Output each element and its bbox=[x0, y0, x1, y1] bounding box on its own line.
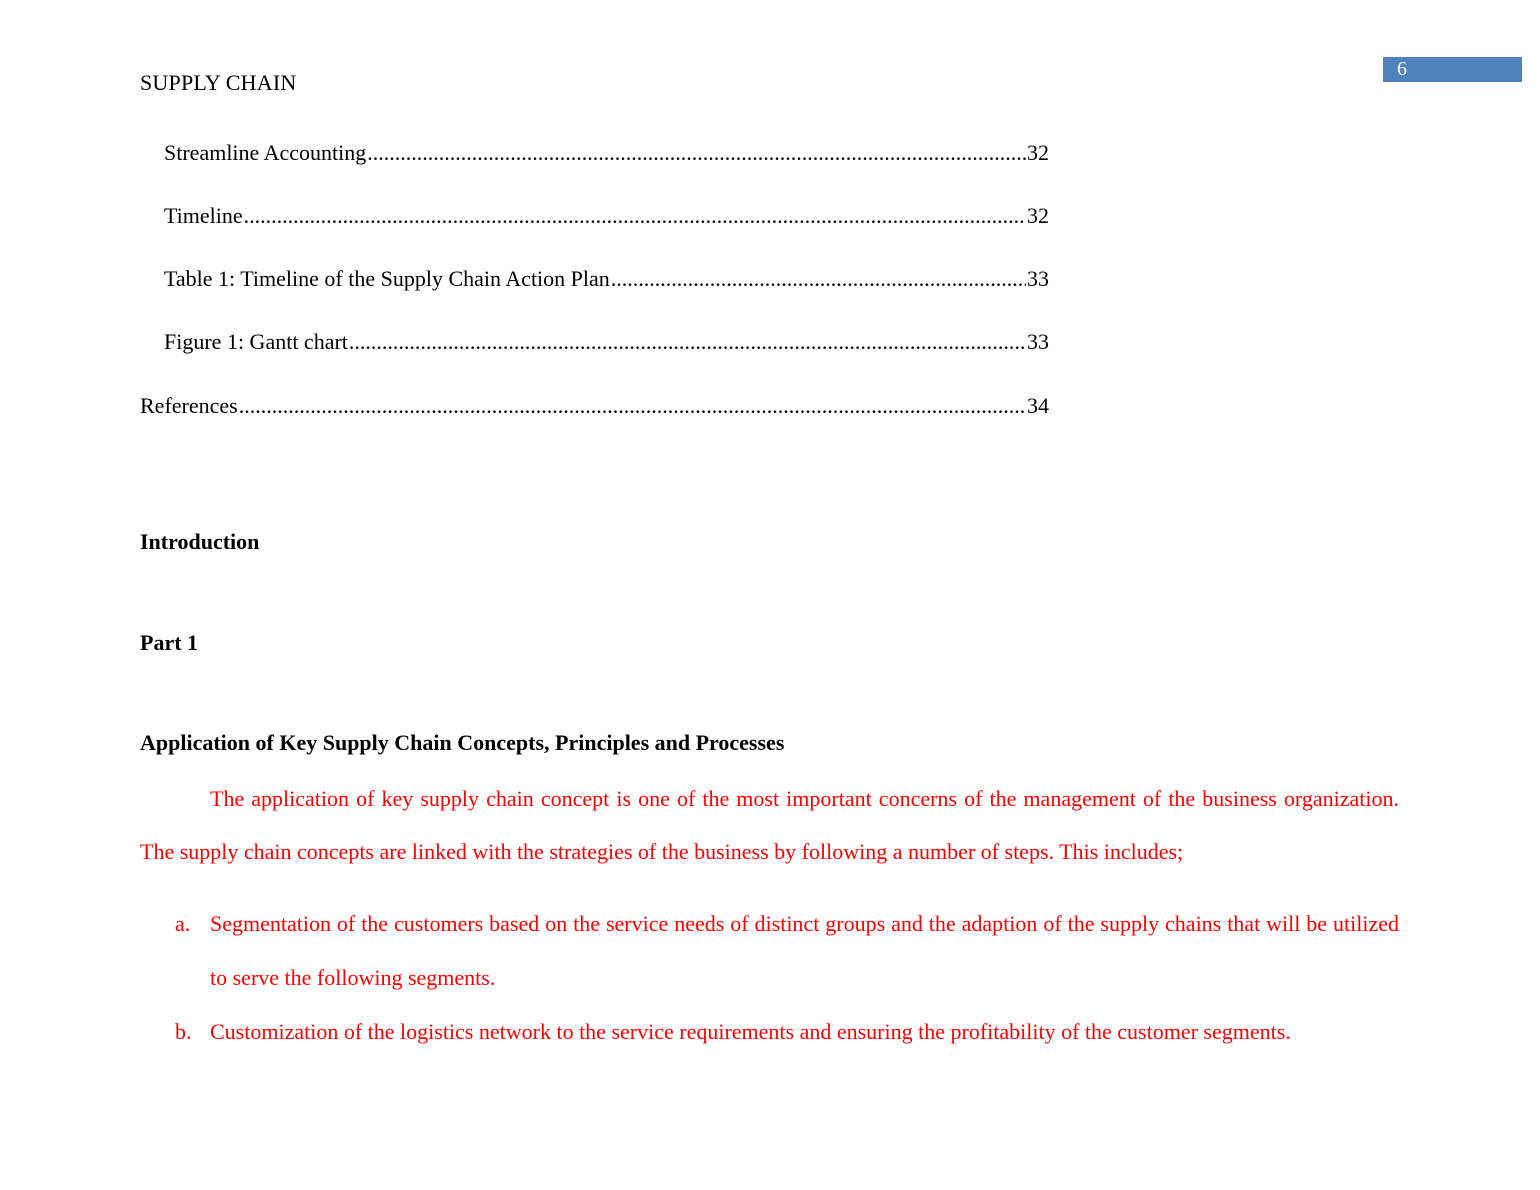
toc-leader-dots bbox=[239, 393, 1026, 419]
toc-entry-page: 32 bbox=[1027, 140, 1049, 165]
list-item bbox=[140, 897, 1399, 1005]
toc-entry-label: Figure 1: Gantt chart bbox=[164, 329, 348, 354]
list-marker: b. bbox=[175, 1019, 192, 1044]
toc-entry-label: Timeline bbox=[164, 203, 243, 228]
toc-entry-streamline-accounting[interactable] bbox=[164, 140, 1049, 166]
toc-entry-page: 33 bbox=[1027, 329, 1049, 354]
toc-entry-label: Streamline Accounting bbox=[164, 140, 367, 165]
toc-entry-label: References bbox=[140, 393, 238, 418]
body-paragraph-text: The application of key supply chain concept is one of the most important concerns of the management of the business organization. The supply chain concepts are linked with the strategies of the business by following a number of steps. This includes; bbox=[140, 786, 1399, 864]
list-item-text: Customization of the logistics network to the service requirements and ensuring the profitability of the customer segments. bbox=[210, 1019, 1291, 1044]
toc-leader-dots bbox=[611, 266, 1026, 292]
toc-leader-dots bbox=[367, 140, 1026, 166]
toc-entry-page: 34 bbox=[1027, 393, 1049, 418]
toc-entry-page: 33 bbox=[1027, 266, 1049, 291]
toc-entry-table-1[interactable] bbox=[164, 266, 1049, 292]
page-number-badge bbox=[1383, 57, 1522, 82]
heading-part-1: Part 1 bbox=[140, 630, 199, 655]
toc-entry-references[interactable] bbox=[140, 393, 1049, 419]
running-header-title: SUPPLY CHAIN bbox=[140, 70, 297, 95]
list-item-text: Segmentation of the customers based on the service needs of distinct groups and the adaption of the supply chains that will be utilized to serve the following segments. bbox=[210, 911, 1399, 990]
heading-application: Application of Key Supply Chain Concepts, Principles and Processes bbox=[140, 730, 785, 755]
toc-entry-label: Table 1: Timeline of the Supply Chain Action Plan bbox=[164, 266, 610, 291]
toc-leader-dots bbox=[244, 203, 1026, 229]
heading-introduction: Introduction bbox=[140, 529, 260, 554]
toc-entry-timeline[interactable] bbox=[164, 203, 1049, 229]
list-item bbox=[140, 1005, 1399, 1059]
toc-entry-figure-1[interactable] bbox=[164, 329, 1049, 355]
toc-entry-page: 32 bbox=[1027, 203, 1049, 228]
list-marker: a. bbox=[175, 911, 191, 936]
page-number: 6 bbox=[1397, 58, 1407, 80]
toc-leader-dots bbox=[349, 329, 1026, 355]
body-paragraph bbox=[140, 772, 1399, 878]
